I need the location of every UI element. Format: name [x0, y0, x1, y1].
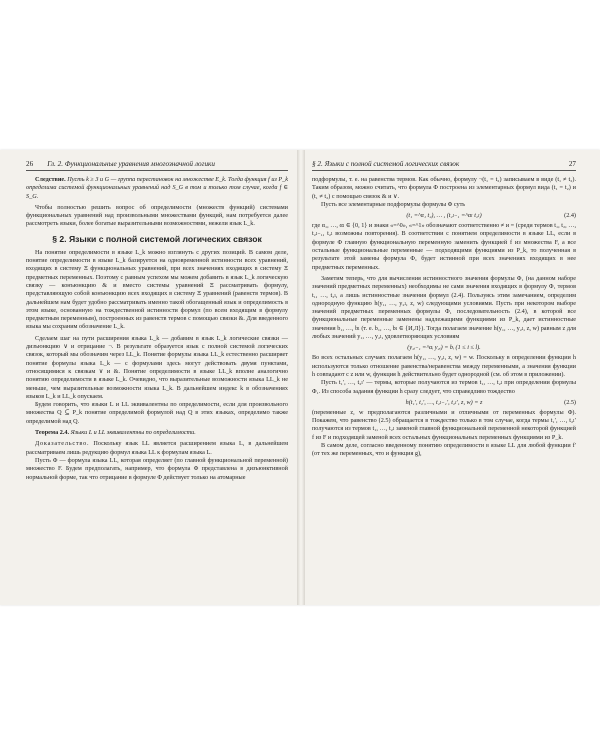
- formula-2-4-number: (2.4): [564, 212, 576, 220]
- formula-2-5: [312, 396, 576, 409]
- left-paragraph-2: На понятие определимости в языке L_k можно взглянуть с других позиций. В самом деле, понятие определимости в языке L_k базируется на одновременной истинности всех уравнений, входящих в систему Ξ функциональных уравнений, при всех значениях входящих в систему Ξ предметных переменных. Поэтому с равным успехом мы можем добавить в язык L_k логическую связку — конъюнкцию & и вместо системы уравнений Ξ рассматривать формулу, представляющую собой конъюнкцию всех входящих в систему Ξ уравнений (равенств термов). В дальнейшем нам будет удобно рассматривать именно такой обогащенный язык и определимость в этом языке, основанную на тождественной истинности формул (по всем входящим в формулу предметным переменным), построенных из равенств термов с помощью связки &. Для введенного языка мы сохраним обозначение L_k.: [26, 248, 288, 331]
- spread-content: [0, 150, 600, 605]
- right-paragraph-6: Пусть t₁′, …, t₂ₗ′ — термы, которые получаются из термов t₁, …, t₂ₗ при определении формулы Φ₁. Из способа задания функции h сразу следует, что справедливо тождество: [312, 379, 576, 395]
- formula-conditions: [312, 341, 576, 354]
- left-paragraph-3: Сделаем шаг на пути расширения языка L_k — добавим в язык L_k логические связки — дизъюнкцию ∨ и отрицание ¬. В результате образуется язык с полной системой логических связок, который мы обозначим через LL_k. Понятие формулы языка LL_k естественно расширяет понятие формулы языка L_k — с формулами здесь могут действовать двумя пунктами, относящимися к связкам ∨ и &. Понятие определимости в языке LL_k вполне аналогично понятию определимости в языке L_k. Очевидно, что выразительные возможности языка LL_k не меньше, чем выразительные возможности языка L_k. В дальнейшем индекс k в обозначениях языков L_k и LL_k опускаем.: [26, 334, 288, 400]
- left-page: [26, 150, 288, 605]
- theorem-label: Теорема 2.4.: [35, 429, 70, 437]
- left-page-body: [26, 176, 288, 605]
- left-running-head-text: Гл. 2. Функциональные уравнения многозначной логики: [47, 160, 215, 168]
- formula-2-4: [312, 209, 576, 222]
- right-paragraph-8: В самом деле, согласно введенному понятию определимости в языке LL для любой функции f′ (от тех же переменных, что и функция g),: [312, 442, 576, 458]
- right-paragraph-3: где α₁, …, αₗ ∈ {0, 1} и знаки «=^0», «=^1» обозначают соответственно ≠ и = (среди термов t₁, t₂, …, t₂ₗ₋₁, t₂ₗ возможны повторения). В соответствии с понятием определимости в языке LL, если в формуле Φ главную функциональную переменную заменить функцией f из множества F, а все остальные функциональные переменные — подходящими функциями из P_k, то полученная в результате этой замены формула Φ₁ будет истинной при всех значениях входящих в нее предметных переменных.: [312, 222, 576, 271]
- proof-label: Доказательство.: [35, 440, 90, 448]
- left-running-head: [26, 158, 288, 171]
- right-paragraph-4: Заметим теперь, что для вычисления истинностного значения формулы Φ₁ (на данном наборе значений предметных переменных) необходимы не сами значения входящих в формулу Φ₁ термов t₁, …, t₂ₗ, а лишь истинностные значения формул (2.4). Пользуясь этим замечанием, определим однородную функцию h(y₁, …, y₂ₗ, z, w) следующими условиями. Пусть при некотором выборе значений предметных переменных формулы Φ₁ последовательность (2.4), в которой все функциональные переменные заменены надлежащими функциями из P_k, дает истинностные значения b₁, …, bₗ (т. е. b₁, …, bₗ ∈ {И,Л}). Тогда полагаем значение h(y₁, …, y₂ₗ, z, w) равным z для любых значений y₁, …, y₂ₗ, удовлетворяющих условиям: [312, 274, 576, 341]
- corollary: [26, 176, 288, 201]
- right-paragraph-2: Пусть все элементарные подформулы формулы Φ суть: [321, 200, 466, 208]
- left-page-number: 26: [26, 160, 34, 168]
- theorem-text: Языки L и LL эквивалентны по определимости.: [70, 429, 196, 437]
- right-running-head: [312, 158, 576, 171]
- right-page: [312, 150, 576, 605]
- corollary-text: Пусть k ≥ 3 и G — группа перестановок на множестве E_k. Тогда функция f из P_k определима системой функциональных уравнений над S_G в том и только том случае, когда f ∈ S_G.: [26, 176, 288, 200]
- formula-2-5-expr: h(t₁′, t₂′, …, t₂ₗ₋₁′, t₂ₗ′, z, w) = z: [405, 398, 483, 406]
- section-title: § 2. Языки с полной системой логических связок: [52, 233, 262, 244]
- right-running-head-text: § 2. Языки с полной системой логических связок: [312, 160, 460, 168]
- proof: [26, 440, 288, 457]
- left-paragraph-5: Пусть Φ — формула языка LL, которая определяет (по главной функциональной переменной) множество F. Будем предполагать, например, что формула Φ представлена в дизъюнктивной нормальной форме, так что отрицание в формуле Φ действует только на атомарные: [26, 456, 288, 481]
- right-paragraph-7: (переменные z, w предполагаются различными и отличными от переменных формулы Φ). Покажем, что равенство (2.5) обращается в тождество только в том случае, когда термы t₁′, …, t₂ₗ′ получаются из термов t₁, …, t₂ₗ заменой главной функциональной переменной некоторой функцией f из F и подходящей заменой всех остальных функциональных переменных функциями из P_k.: [312, 408, 576, 441]
- right-paragraph-1: подформулы, т. е. на равенства термов. Как обычно, формулу ¬(t₁ = t₂) записываем в виде (t₁ ≠ t₂). Таким образом, можно считать, что формула Φ построена из элементарных формул вида (t₁ = t₂) и (t₁ ≠ t₂) с помощью связок & и ∨.: [312, 176, 576, 200]
- formula-2-5-number: (2.5): [564, 398, 576, 406]
- right-page-number: 27: [568, 160, 576, 168]
- right-paragraph-5: Во всех остальных случаях полагаем h(y₁, …, y₂ₗ, z, w) = w. Поскольку в определении функции h используются только отношение равенства/неравенства между переменными, а значения функции h совпадают с z или w, функция h действительно будет однородной (см. об этом в приложении).: [312, 354, 576, 378]
- formula-2-4-expr: (t₁ =^α₁ t₂), … , (t₂ₗ₋₁ =^αₗ t₂ₗ): [406, 212, 482, 220]
- left-paragraph-1: Чтобы полностью решить вопрос об определимости (множеств функций) системами функциональных уравнений над произвольными множествами функций, нам потребуется далее рассмотреть языки, более богатые выразительными возможностями, нежели язык L_k.: [26, 203, 288, 228]
- right-page-body: [312, 176, 576, 605]
- corollary-label: Следствие.: [35, 176, 66, 183]
- formula-conditions-expr: (y₂ᵢ₋₁ =^αᵢ y₂ᵢ) = bᵢ (1 ≤ i ≤ l).: [407, 344, 481, 352]
- theorem-2-4: [26, 429, 288, 437]
- proof-text: Поскольку язык LL является расширением языка L, в дальнейшем рассматриваем лишь редукцию формул языка LL к формулам языка L.: [26, 440, 288, 456]
- left-paragraph-4: Будем говорить, что языки L и LL эквивалентны по определимости, если для произвольного множества Q ⊆ P_k понятие определимой формулой над Q в этих языках, определимо также определимой над Q.: [26, 401, 288, 425]
